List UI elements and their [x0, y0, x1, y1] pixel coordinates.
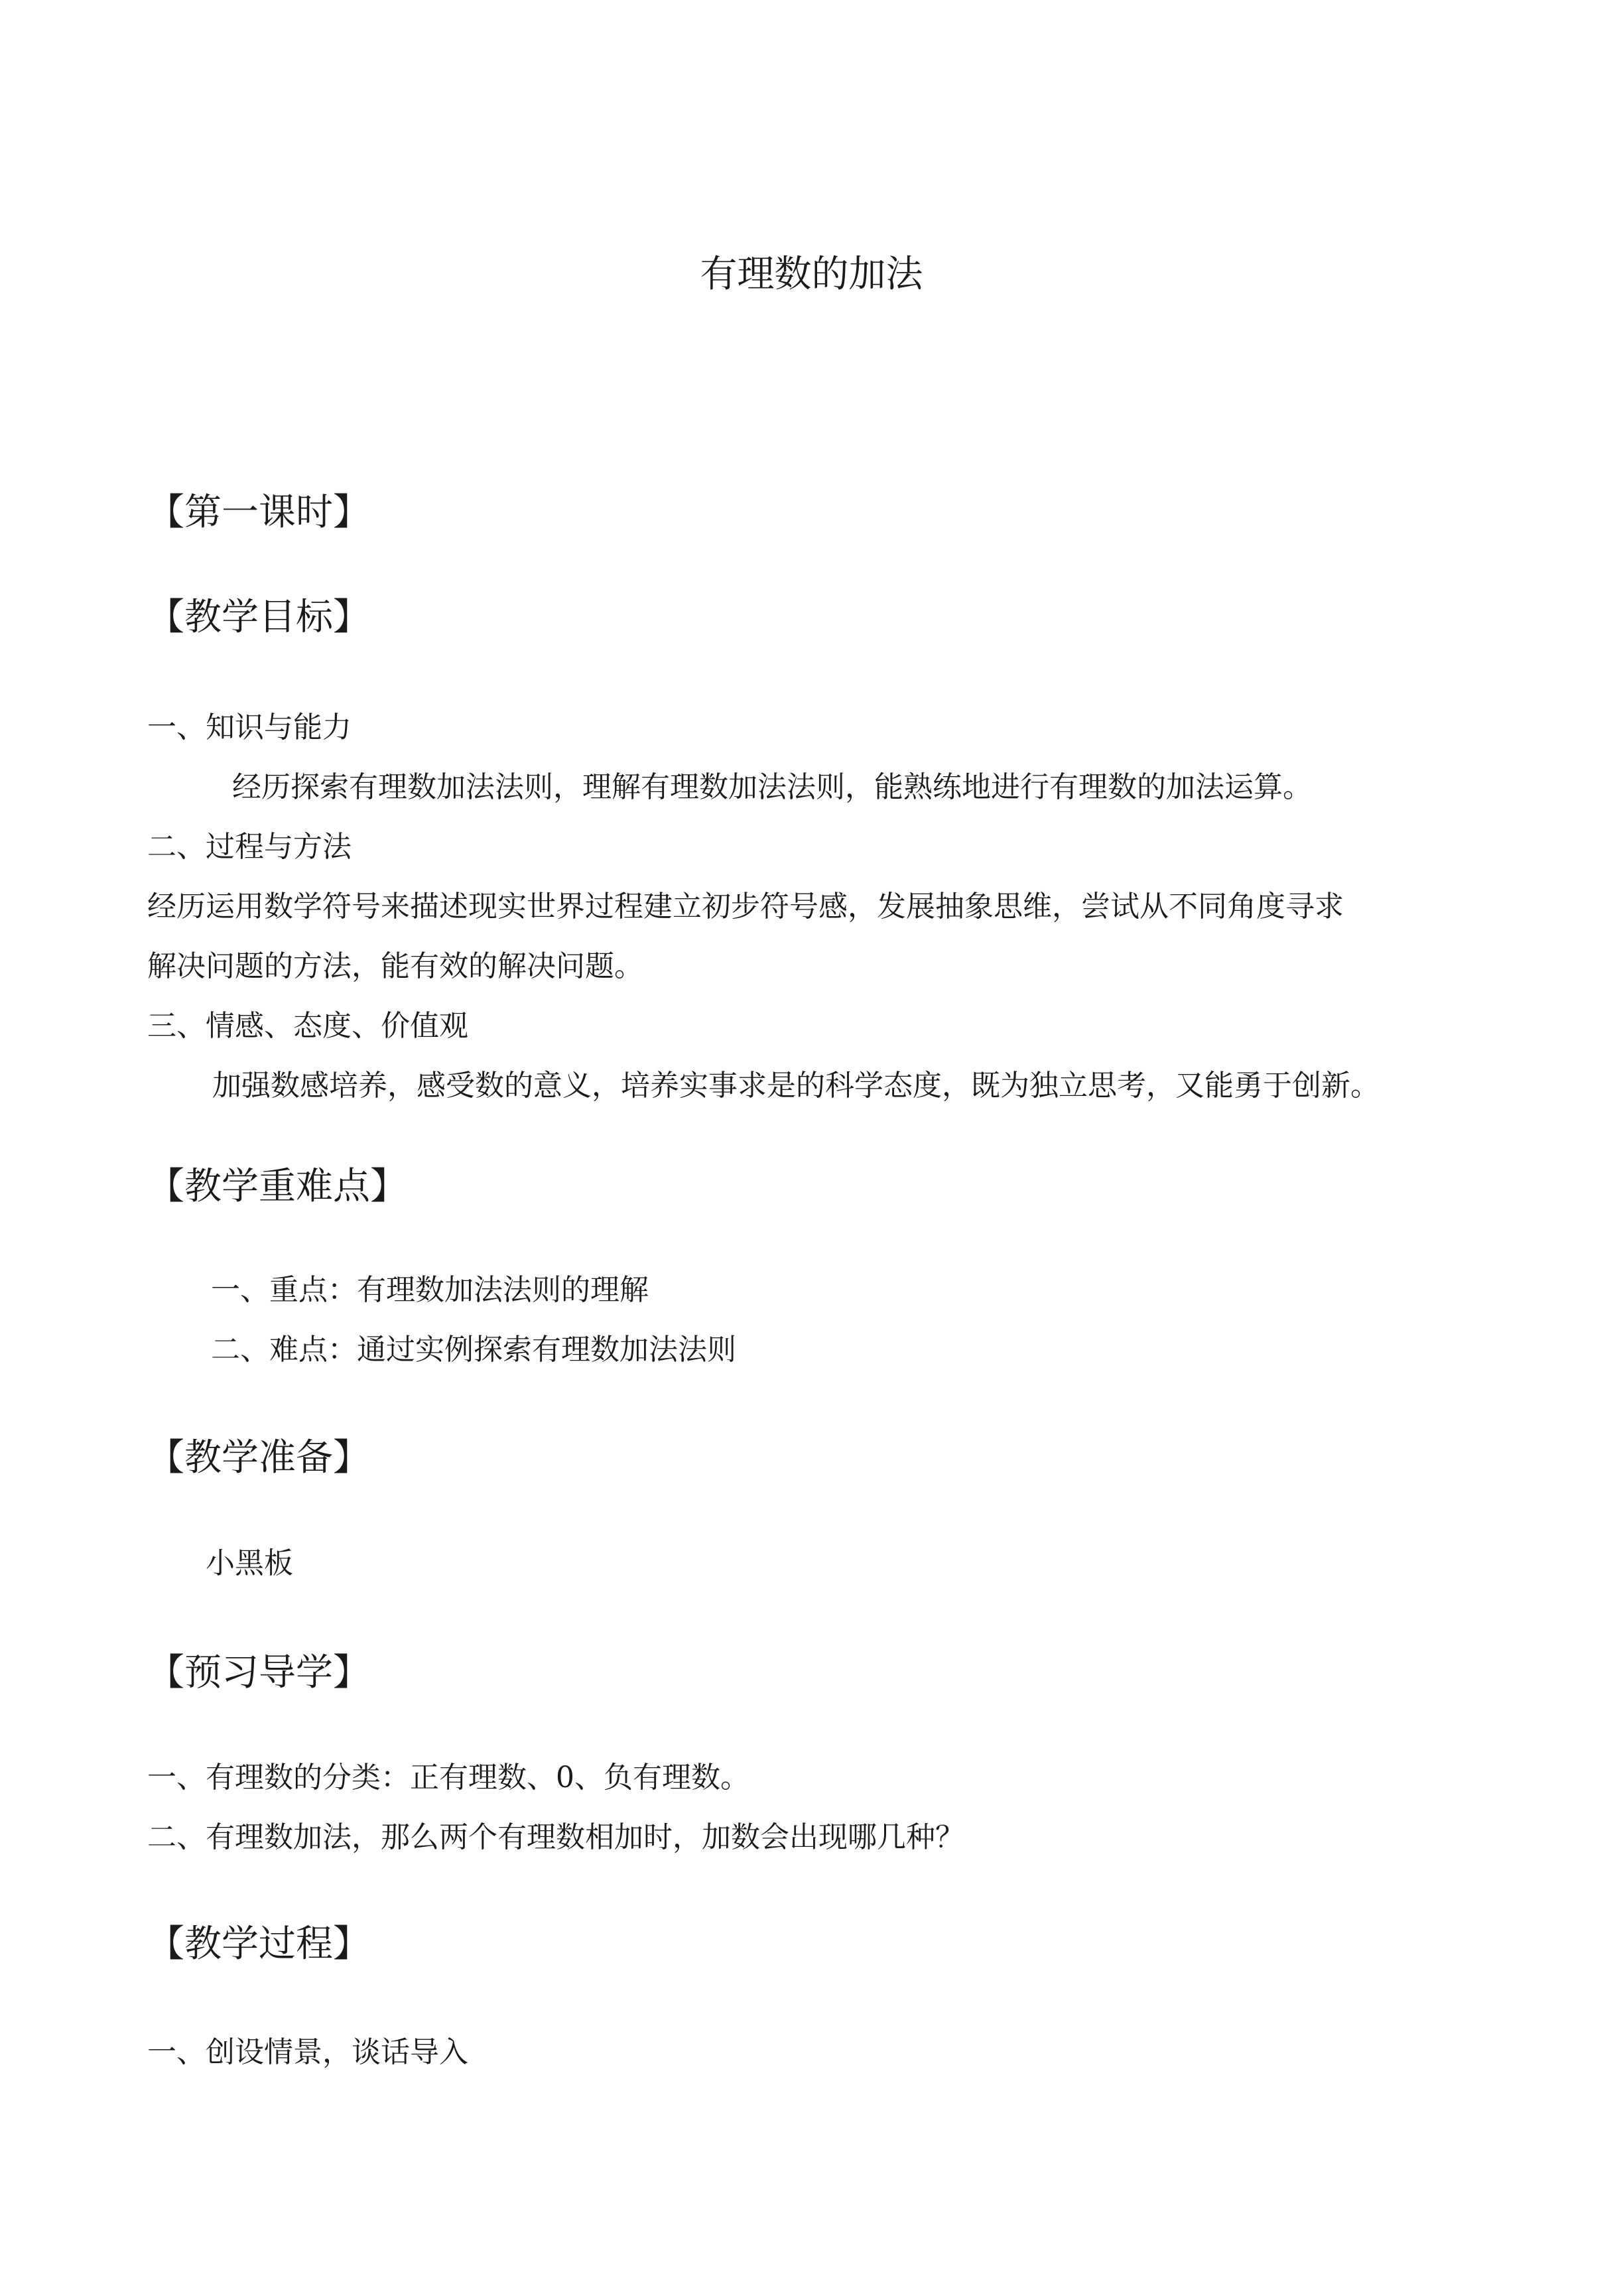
section-heading-preparation: 【教学准备】: [147, 1436, 370, 1479]
section-heading-objectives: 【教学目标】: [147, 596, 370, 639]
objective-text-knowledge: 经历探索有理数加法法则，理解有理数加法法则，能熟练地进行有理数的加法运算。: [232, 770, 1312, 804]
section-heading-key-points: 【教学重难点】: [147, 1165, 407, 1208]
section-heading-process: 【教学过程】: [147, 1923, 370, 1966]
objective-label-attitude: 三、情感、态度、价值观: [147, 1009, 468, 1043]
section-heading-lesson: 【第一课时】: [147, 491, 370, 534]
preview-item-2: 二、有理数加法，那么两个有理数相加时，加数会出现哪几种？: [147, 1820, 964, 1854]
key-point-difficulty: 二、难点：通过实例探索有理数加法法则: [211, 1333, 736, 1367]
document-title: 有理数的加法: [700, 253, 923, 296]
process-item-1: 一、创设情景，谈话导入: [147, 2035, 468, 2069]
objective-label-knowledge: 一、知识与能力: [147, 710, 352, 744]
preparation-item: 小黑板: [206, 1546, 293, 1580]
objective-label-process: 二、过程与方法: [147, 830, 352, 864]
objective-text-attitude: 加强数感培养，感受数的意义，培养实事求是的科学态度，既为独立思考，又能勇于创新。: [212, 1069, 1380, 1103]
preview-item-1: 一、有理数的分类：正有理数、0、负有理数。: [147, 1761, 749, 1794]
objective-text-process-line2: 解决问题的方法，能有效的解决问题。: [147, 949, 643, 983]
key-point-focus: 一、重点：有理数加法法则的理解: [211, 1273, 649, 1307]
objective-text-process-line1: 经历运用数学符号来描述现实世界过程建立初步符号感，发展抽象思维，尝试从不同角度寻求: [147, 890, 1344, 923]
section-heading-preview: 【预习导学】: [147, 1651, 370, 1694]
